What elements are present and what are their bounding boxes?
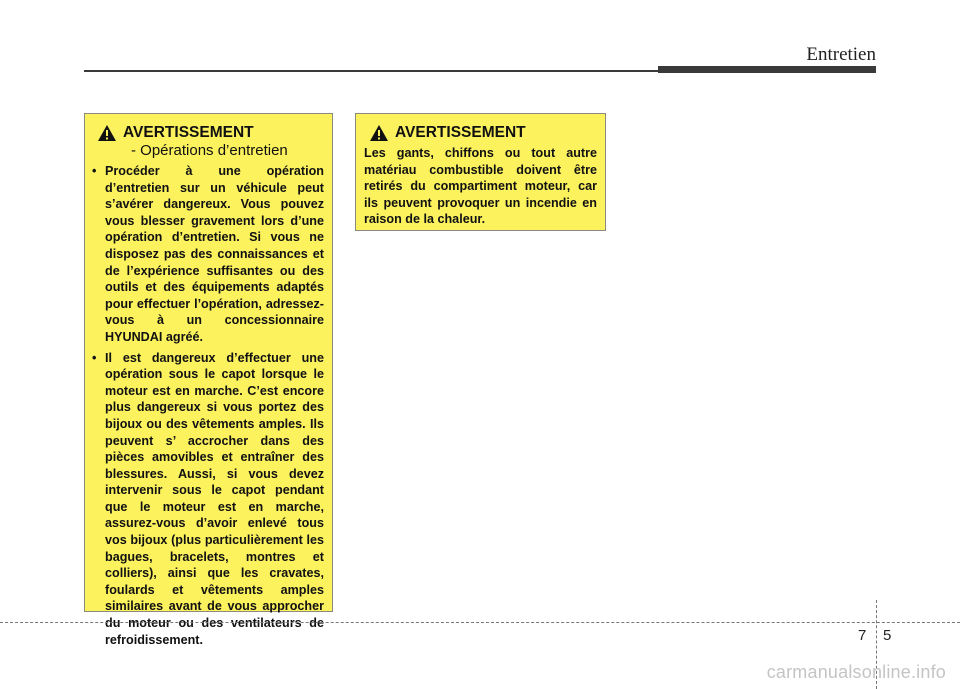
warning-box-combustible xyxy=(355,113,606,231)
warning-bullet-text: Il est dangereux d’effectuer une opération sous le capot lorsque le moteur est en marche. C’est encore plus dangereux si vous portez des bijoux ou des vêtements amples. Ils peuvent s’ accrocher dans des pièces amovibles et entraîner des blessures. Aussi, si vous devez intervenir sous le capot pendant que le moteur est en marche, assurez-vous d’avoir enlevé tous vos bijoux (plus particulièrement les bagues, bracelets, montres et colliers), ainsi que les cravates, foulards et vêtements amples similaires avant de vous approcher du moteur ou des ventilateurs de refroidissement. xyxy=(105,350,324,647)
warning-box-maintenance xyxy=(84,113,333,647)
warning-bullet-text: Procéder à une opération d’entretien sur un véhicule peut s’avérer dangereux. Vous pouvez vous blesser gravement lors d’une opération d’entretien. Si vous ne disposez pas des connaissances et de l’expérience suffisantes ou des outils et des équipements adaptés pour effectuer l’opération, adressez-vous à un concessionnaire HYUNDAI agréé. xyxy=(105,164,324,344)
section-title: Entretien xyxy=(806,44,876,65)
footer-dashed-line xyxy=(0,622,960,623)
warning-subtitle: - Opérations d’entretien xyxy=(131,142,288,159)
warning-header xyxy=(92,123,324,160)
header-rule-thick xyxy=(658,66,876,73)
page-number: 5 xyxy=(883,627,892,644)
warning-triangle-icon xyxy=(97,124,117,142)
warning-title: AVERTISSEMENT xyxy=(123,124,254,141)
warning-bullet: • Procéder à une opération d’entretien sur un véhicule peut s’avérer dangereux. Vous pouvez vous blesser gravement lors d’une opération d’entretien. Si vous ne disposez pas des connaissances et de l’expérience suffisantes ou des outils et des équipements adaptés pour effectuer l’opération, adressez-vous à un concessionnaire HYUNDAI agréé. xyxy=(92,164,324,344)
warning-triangle-icon xyxy=(369,124,389,142)
chapter-number: 7 xyxy=(858,627,867,644)
warning-title: AVERTISSEMENT xyxy=(395,124,526,141)
warning-bullet-list xyxy=(92,163,324,648)
header-rule xyxy=(84,70,658,72)
warning-header xyxy=(364,123,597,142)
watermark: carmanualsonline.info xyxy=(766,662,946,682)
warning-bullet: • Il est dangereux d’effectuer une opération sous le capot lorsque le moteur est en marche. C’est encore plus dangereux si vous portez des bijoux ou des vêtements amples. Ils peuvent s’ accrocher dans des pièces amovibles et entraîner des blessures. Aussi, si vous devez intervenir sous le capot pendant que le moteur est en marche, assurez-vous d’avoir enlevé tous vos bijoux (plus particulièrement les bagues, bracelets, montres et colliers), ainsi que les cravates, foulards et vêtements amples similaires avant de vous approcher du moteur ou des ventilateurs de refroidissement. xyxy=(92,350,324,647)
warning-text: Les gants, chiffons ou tout autre matériau combustible doivent être retirés du compartiment moteur, car ils peuvent provoquer un incendie en raison de la chaleur. xyxy=(364,146,597,227)
